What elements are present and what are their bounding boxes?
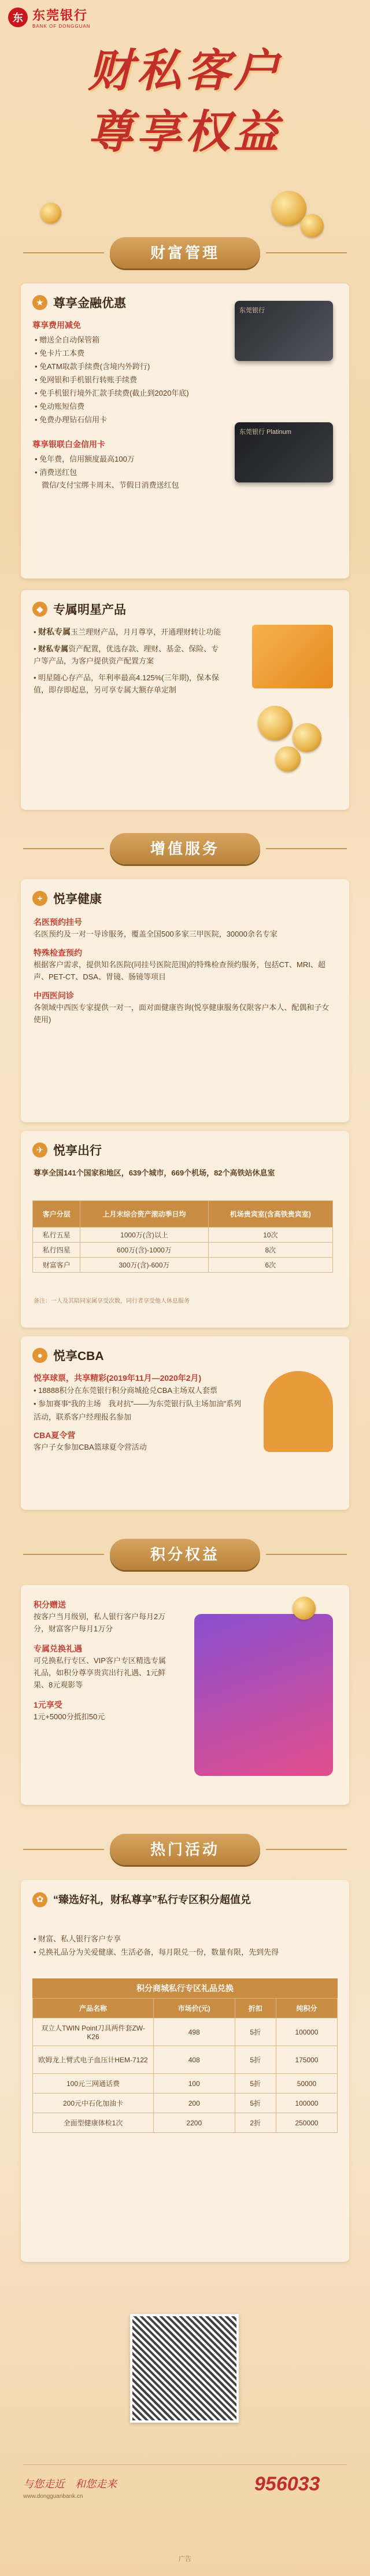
- section-banner-events: 热门活动: [110, 1834, 260, 1865]
- section-banner-value: 增值服务: [110, 833, 260, 864]
- events-panel: [21, 1880, 349, 2262]
- table-cell: 双立人TWIN Point刀具两件套ZW-K26: [33, 2018, 154, 2046]
- travel-title: 悦享出行: [53, 1144, 102, 1158]
- item-text: 名医预约及一对一导诊服务，覆盖全国500多家三甲医院，30000余名专家: [34, 930, 278, 938]
- cba-list: [34, 1372, 247, 1453]
- gold-coin-icon: [275, 746, 301, 772]
- table-cell: 2折: [235, 2113, 276, 2133]
- footer-left: [23, 2476, 117, 2500]
- list-item: • 财富、私人银行客户专享: [34, 1932, 334, 1945]
- footer-hotline: 956033: [254, 2473, 320, 2495]
- list-item: • 18888积分在东莞银行积分商城抢兑CBA主场双人套票: [34, 1384, 247, 1397]
- travel-panel: [21, 1131, 349, 1328]
- list-item: • 明星随心存产品，年利率最高4.125%(三年期)，保本保值，即存即起息，另可享专属大额存单定制: [34, 673, 219, 694]
- table-header: 折扣: [235, 1999, 276, 2018]
- list-item: • 免动账短信费: [35, 400, 220, 413]
- basketball-icon: ●: [32, 1348, 47, 1363]
- item-head: 财私专属: [38, 644, 69, 653]
- table-cell: 欧姆龙上臂式电子血压计HEM-7122: [33, 2046, 154, 2074]
- platinum-card-image: [235, 422, 333, 482]
- travel-heading: [32, 1141, 102, 1159]
- table-cell: 408: [154, 2046, 235, 2074]
- travel-note: 备注：一人及其陪同家属享受次数，同行者享受他人休息服务: [34, 1298, 190, 1304]
- list-item: • 免手机银行境外汇款手续费(截止到2020年底): [35, 386, 220, 400]
- table-cell: 200元中石化加油卡: [33, 2094, 154, 2113]
- table-cell: 50000: [276, 2074, 337, 2094]
- divider: [23, 2464, 347, 2465]
- list-item: • 免网银和手机银行转账手续费: [35, 373, 220, 386]
- item-head: 特殊检查预约: [34, 948, 82, 957]
- plus-icon: +: [32, 891, 47, 906]
- table-cell: 全面型健康体检1次: [33, 2113, 154, 2133]
- footer-slogan: 与您走近 和您走来: [23, 2478, 117, 2490]
- fee-subheading: 尊享费用减免: [32, 320, 81, 330]
- bank-seal-icon: 东: [8, 8, 28, 27]
- gift-table: [32, 1998, 338, 2133]
- table-row: [33, 2113, 338, 2133]
- table-cell: 100元三网通话费: [33, 2074, 154, 2094]
- list-item: • 赠送全自动保管箱: [35, 333, 220, 347]
- table-header: 纯积分: [276, 1999, 337, 2018]
- finance-heading: [32, 294, 126, 311]
- health-heading: [32, 890, 102, 907]
- travel-intro: 尊享全国141个国家和地区，639个城市，669个机场，82个高铁站休息室: [34, 1169, 275, 1177]
- table-cell: 100000: [276, 2018, 337, 2046]
- item-text: 1元+5000分抵扣50元: [34, 1712, 105, 1721]
- list-item: • 消费送红包: [35, 466, 231, 479]
- item-head: 名医预约挂号: [34, 917, 82, 927]
- table-header: 机场贵宾室(含高铁贵宾室): [208, 1201, 332, 1228]
- bank-name-cn: 东莞银行: [32, 8, 88, 23]
- list-item: 微信/支付宝绑卡周末、节假日消费送红包: [42, 481, 179, 489]
- table-cell: 私行四星: [33, 1243, 80, 1258]
- fee-list: [35, 333, 220, 426]
- ad-label: 广告: [179, 2556, 191, 2563]
- finance-title: 尊享金融优惠: [53, 297, 126, 310]
- list-item: • 免卡片工本费: [35, 347, 220, 360]
- table-cell: 5折: [235, 2046, 276, 2074]
- gold-coin-icon: [258, 706, 293, 740]
- item-text: 资产配置，优选存款、理财、基金、保险、专户等产品，为客户提供资产配置方案: [34, 644, 219, 665]
- table-cell: 300万(含)-600万: [80, 1258, 208, 1273]
- cba-panel: [21, 1336, 349, 1510]
- qr-pattern: [132, 2316, 236, 2420]
- health-panel: [21, 879, 349, 1122]
- list-item: • 参加赛事“我的主场 我对抗”——为东莞银行队主场加油”系列活动，联系客户经理报名参加: [34, 1397, 247, 1424]
- item-head: 积分赠送: [34, 1600, 66, 1609]
- bank-logo: [8, 6, 90, 29]
- item-text: 可兑换私行专区、VIP客户专区精选专属礼品，如积分尊享贵宾出行礼遇、1元鲜果、8元观影等: [34, 1656, 166, 1689]
- table-cell: 10次: [208, 1228, 332, 1243]
- products-heading: [32, 600, 126, 618]
- gold-coin-icon: [293, 1597, 316, 1620]
- item-text: 明星随心存产品，年利率最高4.125%(三年期)，保本保值，即存即起息，另可享专属大额存单定制: [34, 673, 219, 694]
- table-cell: 5折: [235, 2018, 276, 2046]
- table-cell: 1000万(含)以上: [80, 1228, 208, 1243]
- hero-title-1: 财私客户: [87, 45, 282, 97]
- list-item: • 免费办理钻石信用卡: [35, 413, 220, 426]
- cba-title: 悦享CBA: [53, 1350, 104, 1363]
- hero-title-2: 尊享权益: [87, 106, 282, 159]
- table-row: [33, 2018, 338, 2046]
- products-title: 专属明星产品: [53, 603, 126, 617]
- item-text: 各领域中西医专家提供一对一，面对面健康咨询(悦享健康服务仅限客户本人、配偶和子女使用): [34, 1003, 330, 1024]
- travel-table: [32, 1200, 333, 1273]
- gold-coin-icon: [40, 202, 61, 223]
- gift-table-caption: 积分商城私行专区礼品兑换: [32, 1978, 338, 1998]
- events-list: [34, 1932, 334, 1959]
- cba-heading: [32, 1347, 104, 1364]
- products-panel: [21, 590, 349, 810]
- health-title: 悦享健康: [53, 893, 102, 906]
- credit-card-image: [235, 301, 333, 361]
- points-panel: [21, 1585, 349, 1805]
- chart-illustration-icon: [252, 625, 333, 688]
- table-cell: 5折: [235, 2074, 276, 2094]
- list-item: • 兑换礼品分为关爱健康、生活必备，每月限兑一份，数量有限，先到先得: [34, 1945, 334, 1959]
- table-row: [33, 2046, 338, 2074]
- item-head: 中西医问诊: [34, 991, 74, 1000]
- bank-name-en: BANK OF DONGGUAN: [32, 24, 91, 29]
- table-cell: 250000: [276, 2113, 337, 2133]
- item-text: 按客户当月级别，私人银行客户每月2万分，财富客户每月1万分: [34, 1612, 166, 1633]
- finance-panel: [21, 283, 349, 578]
- section-banner-wealth: 财富管理: [110, 237, 260, 268]
- products-list: [34, 626, 224, 696]
- table-row: [33, 2094, 338, 2113]
- item-head: 1元享受: [34, 1700, 62, 1709]
- item-head: 专属兑换礼遇: [34, 1644, 82, 1653]
- basketball-player-icon: [264, 1371, 333, 1452]
- table-cell: 8次: [208, 1243, 332, 1258]
- table-cell: 财富客户: [33, 1258, 80, 1273]
- table-header: 客户分层: [33, 1201, 80, 1228]
- table-row: [33, 1228, 333, 1243]
- item-text: 根据客户需求，提供知名医院(同挂号医院范围)的特殊检查预约服务，包括CT、MRI、超声、PET-CT、DSA、胃镜、肠镜等项目: [34, 960, 325, 981]
- qr-code-image: [130, 2314, 239, 2423]
- gift-icon: ✿: [32, 1892, 47, 1907]
- table-cell: 100: [154, 2074, 235, 2094]
- shopping-illustration-icon: [194, 1614, 333, 1776]
- list-item: • 财私专属玉兰理财产品，月月尊享，开通理财转让功能: [34, 627, 221, 636]
- table-cell: 498: [154, 2018, 235, 2046]
- cba-subheading: 悦享球票，共享精彩(2019年11月—2020年2月): [34, 1373, 202, 1383]
- table-row: [33, 2074, 338, 2094]
- events-title: “臻选好礼，财私尊享”私行专区积分超值兑: [53, 1894, 251, 1906]
- plane-icon: ✈: [32, 1143, 47, 1158]
- table-header: 上月末综合资产滚动季日均: [80, 1201, 208, 1228]
- table-header: 产品名称: [33, 1999, 154, 2018]
- item-head: 财私专属: [38, 627, 71, 636]
- table-header: 市场价(元): [154, 1999, 235, 2018]
- item-text: 玉兰理财产品，月月尊享，开通理财转让功能: [71, 628, 221, 636]
- card-label: 东莞银行 Platinum: [239, 429, 291, 436]
- list-item: • 免年费，信用额度最高100万: [35, 452, 231, 466]
- table-cell: 5折: [235, 2094, 276, 2113]
- diamond-icon: ◆: [32, 602, 47, 617]
- cba-subheading: CBA夏令营: [34, 1431, 76, 1440]
- footer-site: www.dongguanbank.cn: [23, 2493, 83, 2500]
- item-text: 客户子女参加CBA篮球夏令营活动: [34, 1443, 147, 1451]
- table-header-row: [33, 1999, 338, 2018]
- table-cell: 100000: [276, 2094, 337, 2113]
- table-cell: 175000: [276, 2046, 337, 2074]
- points-list: [34, 1599, 166, 1723]
- table-cell: 6次: [208, 1258, 332, 1273]
- card-list: [35, 452, 231, 491]
- health-list: [34, 916, 334, 1026]
- hero: [0, 35, 370, 161]
- star-icon: ★: [32, 295, 47, 310]
- table-row: [33, 1243, 333, 1258]
- table-cell: 2200: [154, 2113, 235, 2133]
- card-subheading: 尊享银联白金信用卡: [32, 440, 105, 449]
- gold-coin-icon: [293, 723, 321, 752]
- gold-coin-icon: [301, 214, 324, 237]
- list-item: • 免ATM取款手续费(含境内外跨行): [35, 360, 220, 373]
- list-item: • 财私专属资产配置，优选存款、理财、基金、保险、专户等产品，为客户提供资产配置方案: [34, 644, 219, 665]
- table-cell: 私行五星: [33, 1228, 80, 1243]
- table-cell: 600万(含)-1000万: [80, 1243, 208, 1258]
- events-heading: [32, 1892, 333, 1908]
- table-header-row: [33, 1201, 333, 1228]
- section-banner-points: 积分权益: [110, 1539, 260, 1570]
- table-row: [33, 1258, 333, 1273]
- table-cell: 200: [154, 2094, 235, 2113]
- card-label: 东莞银行: [239, 307, 265, 314]
